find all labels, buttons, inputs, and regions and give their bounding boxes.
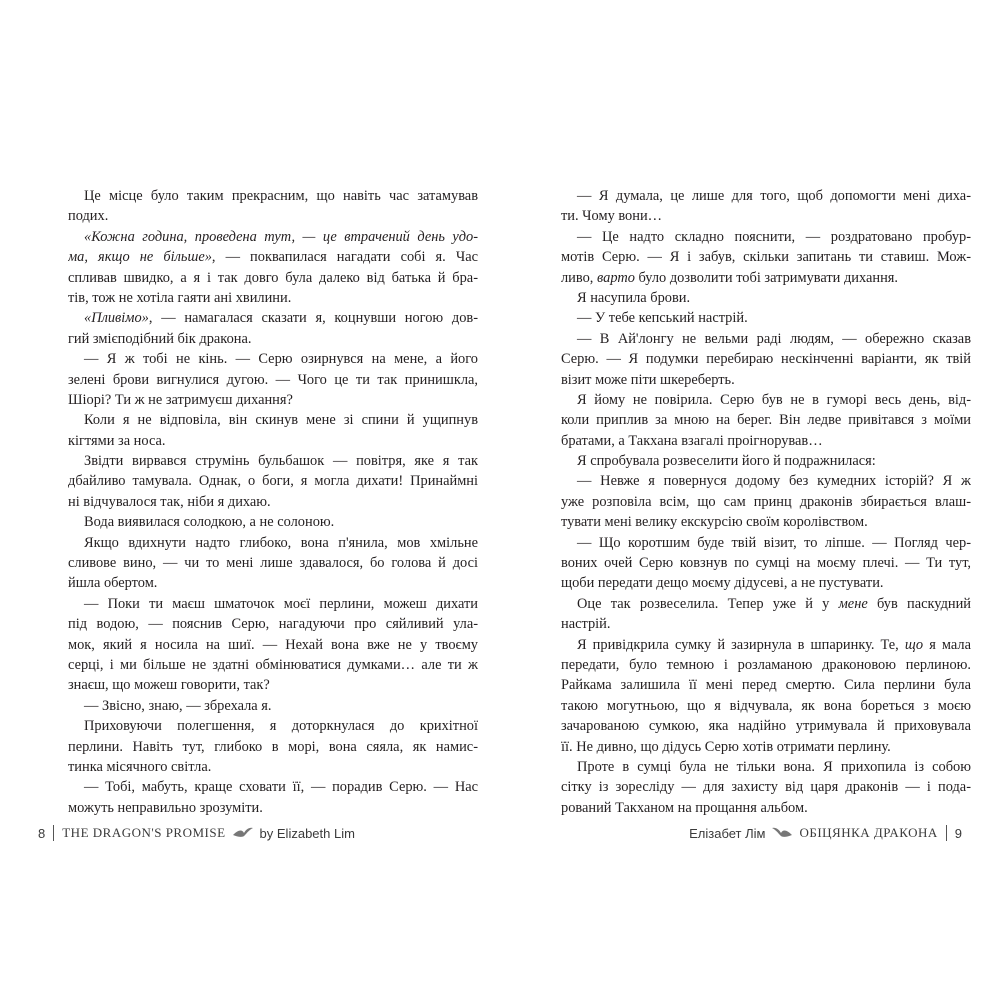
text-line: кігтями за носа. — [68, 432, 166, 449]
text-line — [561, 635, 971, 655]
line-text: , — поквапилася нагадати собі я. Час — [211, 249, 478, 266]
text-line: Я насупила брови. — [577, 289, 691, 306]
text-line — [68, 308, 478, 328]
text-line: Вода виявилася солодкою, а не солоною. — [84, 514, 335, 531]
book-title: THE DRAGON'S PROMISE — [62, 825, 226, 840]
text-line: під водою, — пояснив Серю, нагадуючи про сяйливий ула- — [68, 616, 478, 633]
text-line: мотів Серю. — Я і забув, скільки запитань ти ставиш. Мож- — [561, 249, 971, 266]
italic-text: мене — [838, 595, 868, 612]
text-line: зачарованою сумкою, яка надійно утримувала й приховувала — [561, 718, 971, 735]
author-name: Елізабет Лім — [689, 825, 766, 841]
page-number: 8 — [38, 825, 46, 841]
text-line — [68, 247, 478, 267]
text-line: Райкама залишила її мені перед смертю. Сила перлини була — [561, 677, 971, 694]
text-line: — Невже я повернуся додому без кумедних історій? Я ж — [577, 473, 971, 490]
text-line: подих. — [68, 208, 109, 225]
line-text: Я привідкрила сумку й зазирнула в шпаринку. Те, — [577, 636, 905, 653]
text-line: уже розповіла всім, що сам принц драконів збирається влаш- — [561, 493, 971, 510]
text-line: Я спробувала розвеселити його й подражнилася: — [577, 453, 876, 470]
text-line — [561, 268, 971, 288]
text-line: — Тобі, мабуть, краще сховати її, — порадив Серю. — Нас — [84, 779, 478, 796]
text-line: передати, було темною і розламаною драконовою перлиною. — [561, 656, 971, 673]
crane-bird-icon — [771, 826, 793, 840]
italic-text: варто — [596, 269, 635, 286]
text-line: Серю. — Я подумки перебираю нескінченні варіанти, як твій — [561, 351, 971, 368]
text-line: — В Ай'лонгу не вельми раді людям, — обережно сказав — [577, 330, 971, 347]
text-line: Приховуючи полегшення, я доторкнулася до крихітної — [84, 718, 478, 735]
line-text: було дозволити тобі затримувати дихання. — [634, 269, 899, 286]
text-line: — Що коротшим буде твій візит, то ліпше. — Погляд чер- — [577, 534, 971, 551]
text-line: ти. Чому вони… — [561, 208, 663, 225]
line-text: Оце так розвеселила. Тепер уже й у — [577, 595, 839, 612]
text-line: такою могутньою, що я відчувала, як вона бореться з моєю — [561, 697, 971, 714]
text-line: — Я ж тобі не кінь. — Серю озирнувся на мене, а його — [84, 351, 478, 368]
footer-divider — [53, 825, 54, 841]
text-line: — Я думала, це лише для того, щоб допомогти мені диха- — [577, 188, 971, 204]
text-line: зелені брови вигнулися дугою. — Чого це ти так принишкла, — [68, 371, 478, 388]
text-line: спливав швидко, а я і так довго була далеко від батька й бра- — [68, 269, 478, 286]
text-line — [68, 227, 478, 247]
italic-text: «Кожна година, проведена тут, — це втрачений день удо- — [84, 228, 478, 245]
text-line: коли приплив за мною на берег. Він ледве привітався з моїми — [561, 412, 971, 429]
text-line: — Звісно, знаю, — збрехала я. — [84, 697, 272, 714]
text-line: Якщо вдихнути надто глибоко, вона п'янила, мов хмільне — [84, 534, 478, 551]
italic-text: ма, якщо не більше» — [68, 249, 212, 266]
text-line: перлини. Навіть тут, глибоко в морі, вона сяяла, як намис- — [68, 738, 478, 755]
text-line: — Поки ти маєш шматочок моєї перлини, можеш дихати — [84, 595, 478, 612]
text-line: Проте в сумці була не тільки вона. Я прихопила із собою — [577, 758, 971, 775]
text-line — [561, 594, 971, 614]
italic-text: що — [904, 636, 924, 653]
text-line: тинка місячного світла. — [68, 758, 212, 775]
page-number: 9 — [954, 825, 962, 841]
text-line: настрій. — [561, 616, 611, 633]
text-line: серці, і ми більше не здатні обмінюватися думками… але ти ж — [68, 656, 478, 673]
text-line: йшла обертом. — [68, 575, 158, 592]
text-line: Це місце було таким прекрасним, що навіть час затамував — [84, 188, 478, 204]
text-line: — Це надто складно пояснити, — роздратовано пробур- — [577, 228, 971, 245]
text-line: знаєш, що можеш говорити, так? — [68, 677, 270, 694]
text-line: її. Не дивно, що дідусь Серю хотів отримати перлину. — [561, 738, 891, 755]
text-line: Я йому не повірила. Серю був не в гуморі весь день, від- — [577, 391, 971, 408]
author-name: by Elizabeth Lim — [259, 825, 355, 841]
text-line: дбайливо тамувала. Однак, о боги, я могла дихати! Принаймні — [68, 473, 478, 490]
text-line: воних очей Серю ковзнув по сумці на моєму плечі. — Ти тут, — [561, 555, 971, 572]
text-line: сітку із зоресліду — для захисту від царя драконів — і пода- — [561, 779, 971, 796]
text-line: Звідти вирвався струмінь бульбашок — повітря, яке я так — [84, 453, 478, 470]
text-line: Коли я не відповіла, він скинув мене зі спини й ущипнув — [84, 412, 478, 429]
text-line: ні відчувалося так, ніби я дихаю. — [68, 493, 271, 510]
text-line: тів, тож не хотіла гаяти ані хвилини. — [68, 289, 292, 306]
text-line: візит може піти шкереберть. — [561, 371, 735, 388]
left-page-footer — [38, 823, 355, 843]
text-line: сливове вино, — чи то мені лише здавалося, бо голова й досі — [68, 555, 478, 572]
text-line: щоби передати дещо моєму дідусеві, а не пустувати. — [561, 575, 884, 592]
right-page-footer — [689, 823, 962, 843]
right-page-text — [561, 186, 971, 818]
line-text: я мала — [923, 636, 971, 653]
text-line: тувати мені велику екскурсію своїм королівством. — [561, 514, 868, 531]
text-line: Шіорі? Ти ж не затримуєш дихання? — [68, 391, 293, 408]
italic-text: «Пливімо» — [84, 310, 149, 327]
line-text: ливо, — [561, 269, 597, 286]
text-line: можуть неправильно зрозуміти. — [68, 799, 263, 816]
text-line: — У тебе кепський настрій. — [577, 310, 748, 327]
line-text: був паскудний — [867, 595, 971, 612]
book-title: ОБІЦЯНКА ДРАКОНА — [799, 825, 938, 840]
left-page-text — [68, 186, 478, 818]
text-line: братами, а Такхана взагалі проігнорував… — [561, 432, 823, 449]
line-text: , — намагалася сказати я, коцнувши ногою дов- — [148, 310, 478, 327]
text-line: мок, який я носила на шиї. — Нехай вона вже не у твоєму — [68, 636, 478, 653]
footer-divider — [946, 825, 947, 841]
crane-bird-icon — [232, 826, 254, 840]
text-line: гий змієподібний бік дракона. — [68, 330, 252, 347]
text-line: рований Такханом на прощання альбом. — [561, 799, 808, 816]
